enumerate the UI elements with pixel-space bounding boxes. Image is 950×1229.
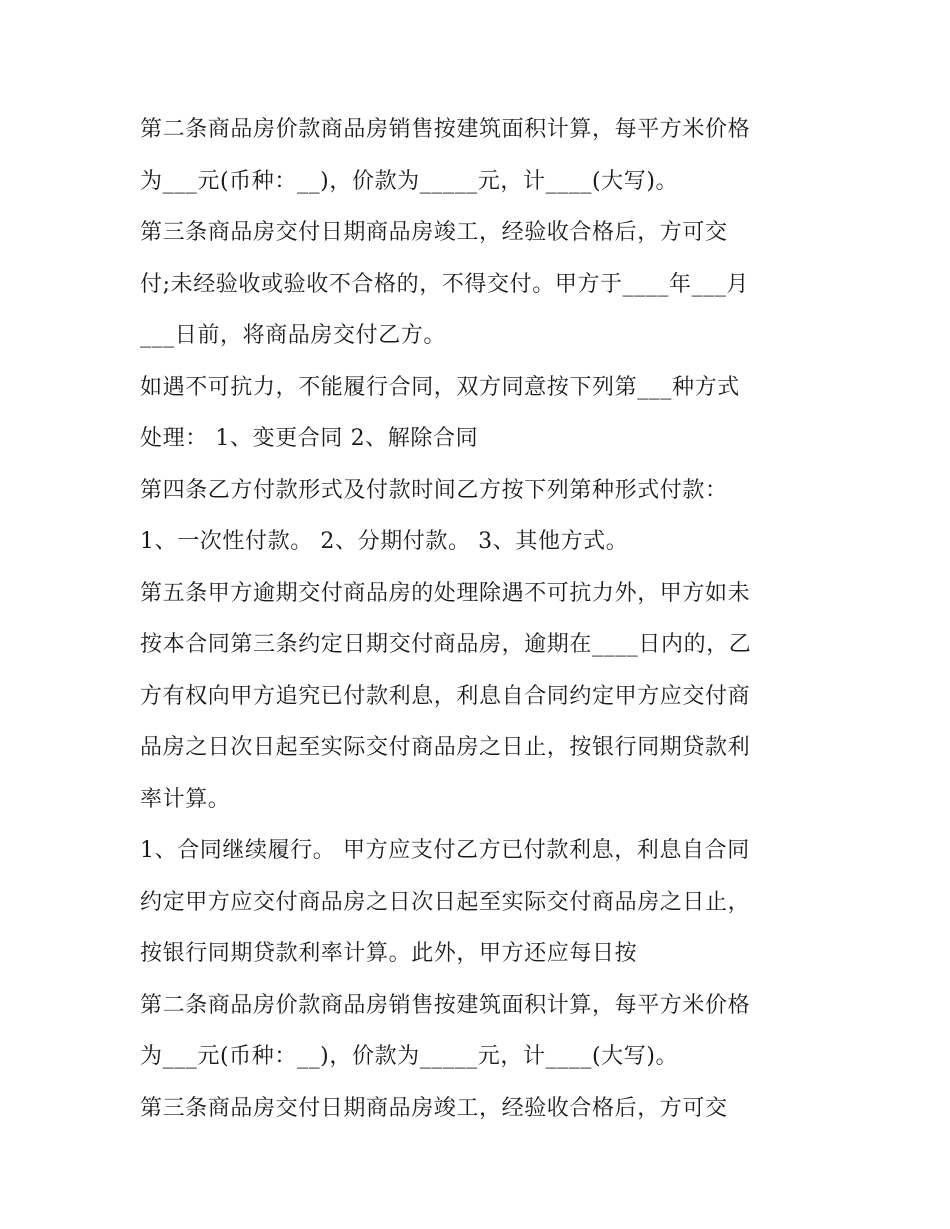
text-line: 如遇不可抗力，不能履行合同，双方同意按下列第___种方式 (140, 374, 740, 400)
text-line: 1、合同继续履行。 甲方应支付乙方已付款利息，利息自合同 (140, 838, 750, 863)
document-body (140, 104, 820, 1134)
text-line: 率计算。 (140, 786, 231, 812)
text-line: 处理： 1、变更合同 2、解除合同 (140, 426, 479, 451)
text-line: 按本合同第三条约定日期交付商品房，逾期在____日内的，乙 (140, 632, 752, 657)
text-line: 1、一次性付款。 2、分期付款。 3、其他方式。 (140, 529, 629, 554)
text-line: 第五条甲方逾期交付商品房的处理除遇不可抗力外，甲方如未 (140, 580, 751, 606)
text-line: 方有权向甲方追究已付款利息，利息自合同约定甲方应交付商 (140, 683, 751, 709)
text-line: 为___元(币种：__)，价款为_____元，计____(大写)。 (140, 168, 679, 194)
text-line: 第二条商品房价款商品房销售按建筑面积计算，每平方米价格 (140, 117, 751, 142)
text-line: 付;未经验收或验收不合格的，不得交付。甲方于____年___月 (140, 271, 750, 297)
text-line: 第三条商品房交付日期商品房竣工，经验收合格后，方可交 (140, 1095, 728, 1121)
text-line: 第四条乙方付款形式及付款时间乙方按下列第种形式付款： (140, 477, 728, 503)
text-line: 品房之日次日起至实际交付商品房之日止，按银行同期贷款利 (140, 735, 751, 760)
text-line: 约定甲方应交付商品房之日次日起至实际交付商品房之日止， (140, 889, 751, 915)
text-line: 第三条商品房交付日期商品房竣工，经验收合格后，方可交 (140, 220, 728, 245)
text-line: 按银行同期贷款利率计算。此外，甲方还应每日按 (140, 941, 638, 966)
text-line: ___日前，将商品房交付乙方。 (140, 323, 447, 348)
text-line: 第二条商品房价款商品房销售按建筑面积计算，每平方米价格 (140, 992, 751, 1018)
text-line: 为___元(币种：__)，价款为_____元，计____(大写)。 (140, 1044, 679, 1069)
